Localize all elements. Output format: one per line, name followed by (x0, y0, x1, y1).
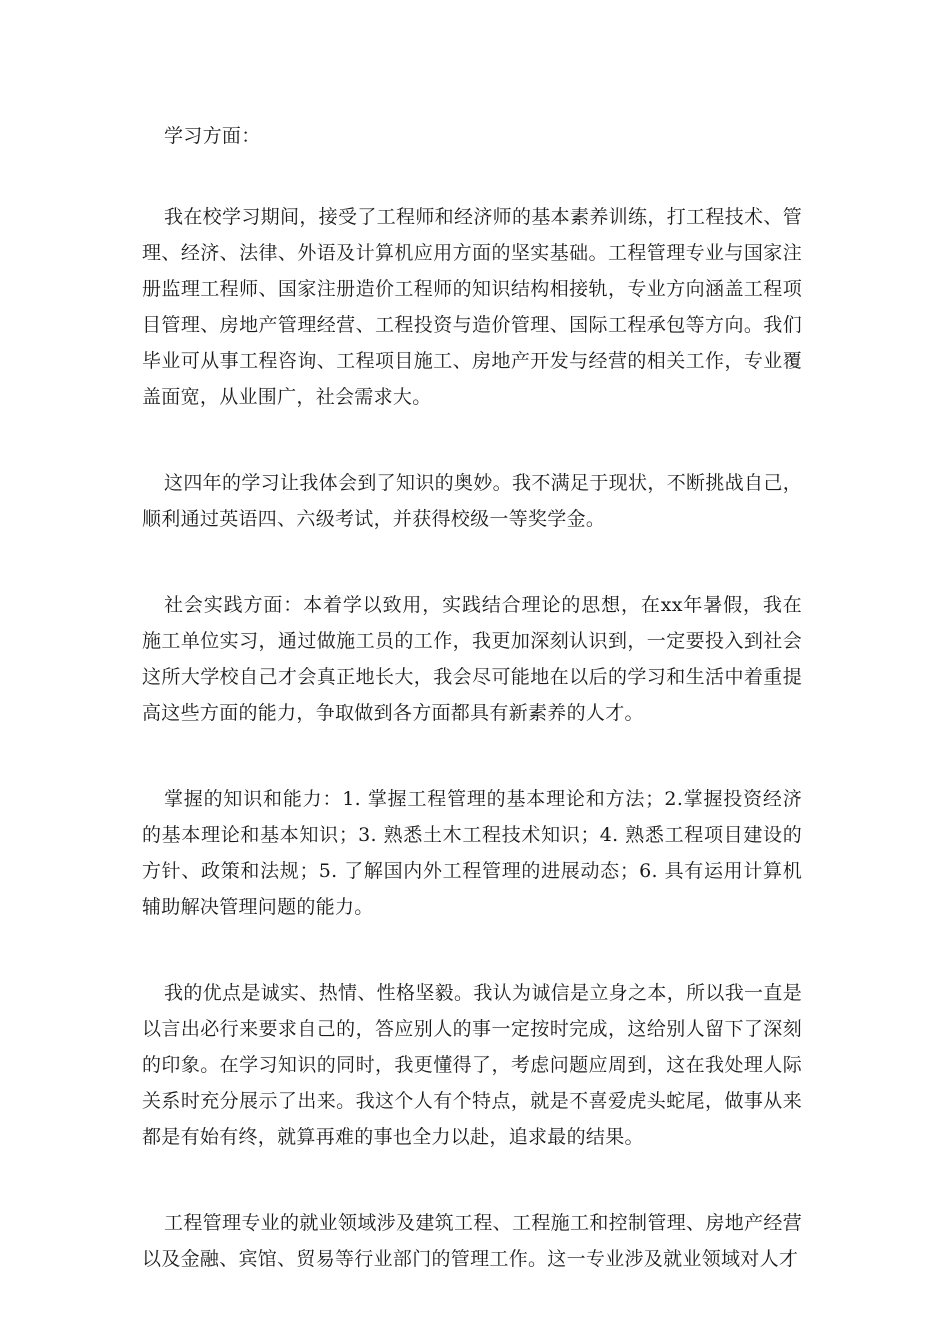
paragraph-knowledge-abilities: 掌握的知识和能力：1. 掌握工程管理的基本理论和方法；2.掌握投资经济的基本理论和基本知识；3. 熟悉土木工程技术知识；4. 熟悉工程项目建设的方针、政策和法规；5. 了解国内外工程管理的进展动态；6. 具有运用计算机辅助解决管理问题的能力。 (142, 788, 802, 918)
paragraph-strengths: 我的优点是诚实、热情、性格坚毅。我认为诚信是立身之本，所以我一直是以言出必行来要求自己的，答应别人的事一定按时完成，这给别人留下了深刻的印象。在学习知识的同时，我更懂得了，考虑问题应周到，这在我处理人际关系时充分展示了出来。我这个人有个特点，就是不喜爱虎头蛇尾，做事从来都是有始有终，就算再难的事也全力以赴，追求最的结果。 (142, 982, 802, 1148)
paragraph-four-years: 这四年的学习让我体会到了知识的奥妙。我不满足于现状，不断挑战自己，顺利通过英语四、六级考试，并获得校级一等奖学金。 (142, 472, 802, 530)
paragraph-study: 我在校学习期间，接受了工程师和经济师的基本素养训练，打工程技术、管理、经济、法律、外语及计算机应用方面的坚实基础。工程管理专业与国家注册监理工程师、国家注册造价工程师的知识结构相接轨，专业方向涵盖工程项目管理、房地产管理经营、工程投资与造价管理、国际工程承包等方向。我们毕业可从事工程咨询、工程项目施工、房地产开发与经营的相关工作，专业覆盖面宽，从业围广，社会需求大。 (142, 206, 802, 408)
paragraph-employment: 工程管理专业的就业领域涉及建筑工程、工程施工和控制管理、房地产经营以及金融、宾馆、贸易等行业部门的管理工作。这一专业涉及就业领域对人才 (142, 1212, 802, 1270)
paragraph-social-practice: 社会实践方面：本着学以致用，实践结合理论的思想，在xx年暑假，我在施工单位实习，通过做施工员的工作，我更加深刻认识到，一定要投入到社会这所大学校自己才会真正地长大，我会尽可能地在以后的学习和生活中着重提高这些方面的能力，争取做到各方面都具有新素养的人才。 (142, 594, 802, 724)
section-heading: 学习方面： (164, 125, 261, 147)
document-body (142, 118, 802, 1327)
